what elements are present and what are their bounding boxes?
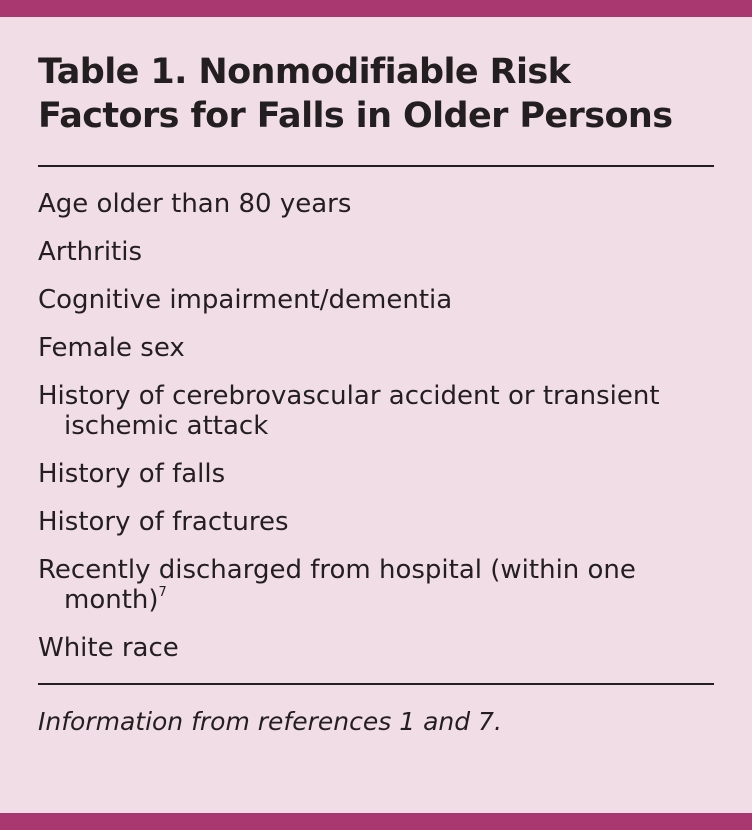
list-item bbox=[38, 459, 714, 489]
item-text: History of falls bbox=[38, 459, 226, 489]
reference-superscript: 7 bbox=[158, 585, 167, 600]
item-text: Recently discharged from hospital (within one month) bbox=[38, 555, 636, 615]
list-item bbox=[38, 381, 714, 441]
item-text: Female sex bbox=[38, 333, 185, 363]
list-item bbox=[38, 189, 714, 219]
list-item bbox=[38, 555, 714, 615]
footer-divider bbox=[38, 683, 714, 685]
list-item bbox=[38, 507, 714, 537]
list-item bbox=[38, 333, 714, 363]
item-text: History of cerebrovascular accident or transient ischemic attack bbox=[38, 381, 660, 441]
item-text: White race bbox=[38, 633, 179, 663]
list-item bbox=[38, 285, 714, 315]
bottom-accent-bar bbox=[0, 813, 752, 830]
list-item bbox=[38, 237, 714, 267]
table-title: Table 1. Nonmodifiable Risk Factors for Falls in Older Persons bbox=[38, 52, 673, 136]
table-panel bbox=[38, 50, 714, 737]
source-note: Information from references 1 and 7. bbox=[38, 707, 502, 736]
title-divider bbox=[38, 165, 714, 167]
item-text: Arthritis bbox=[38, 237, 143, 267]
list-item bbox=[38, 633, 714, 663]
item-text: Age older than 80 years bbox=[38, 189, 352, 219]
item-text: Cognitive impairment/dementia bbox=[38, 285, 453, 315]
risk-factor-list bbox=[38, 189, 714, 663]
top-accent-bar bbox=[0, 0, 752, 17]
item-text: History of fractures bbox=[38, 507, 289, 537]
